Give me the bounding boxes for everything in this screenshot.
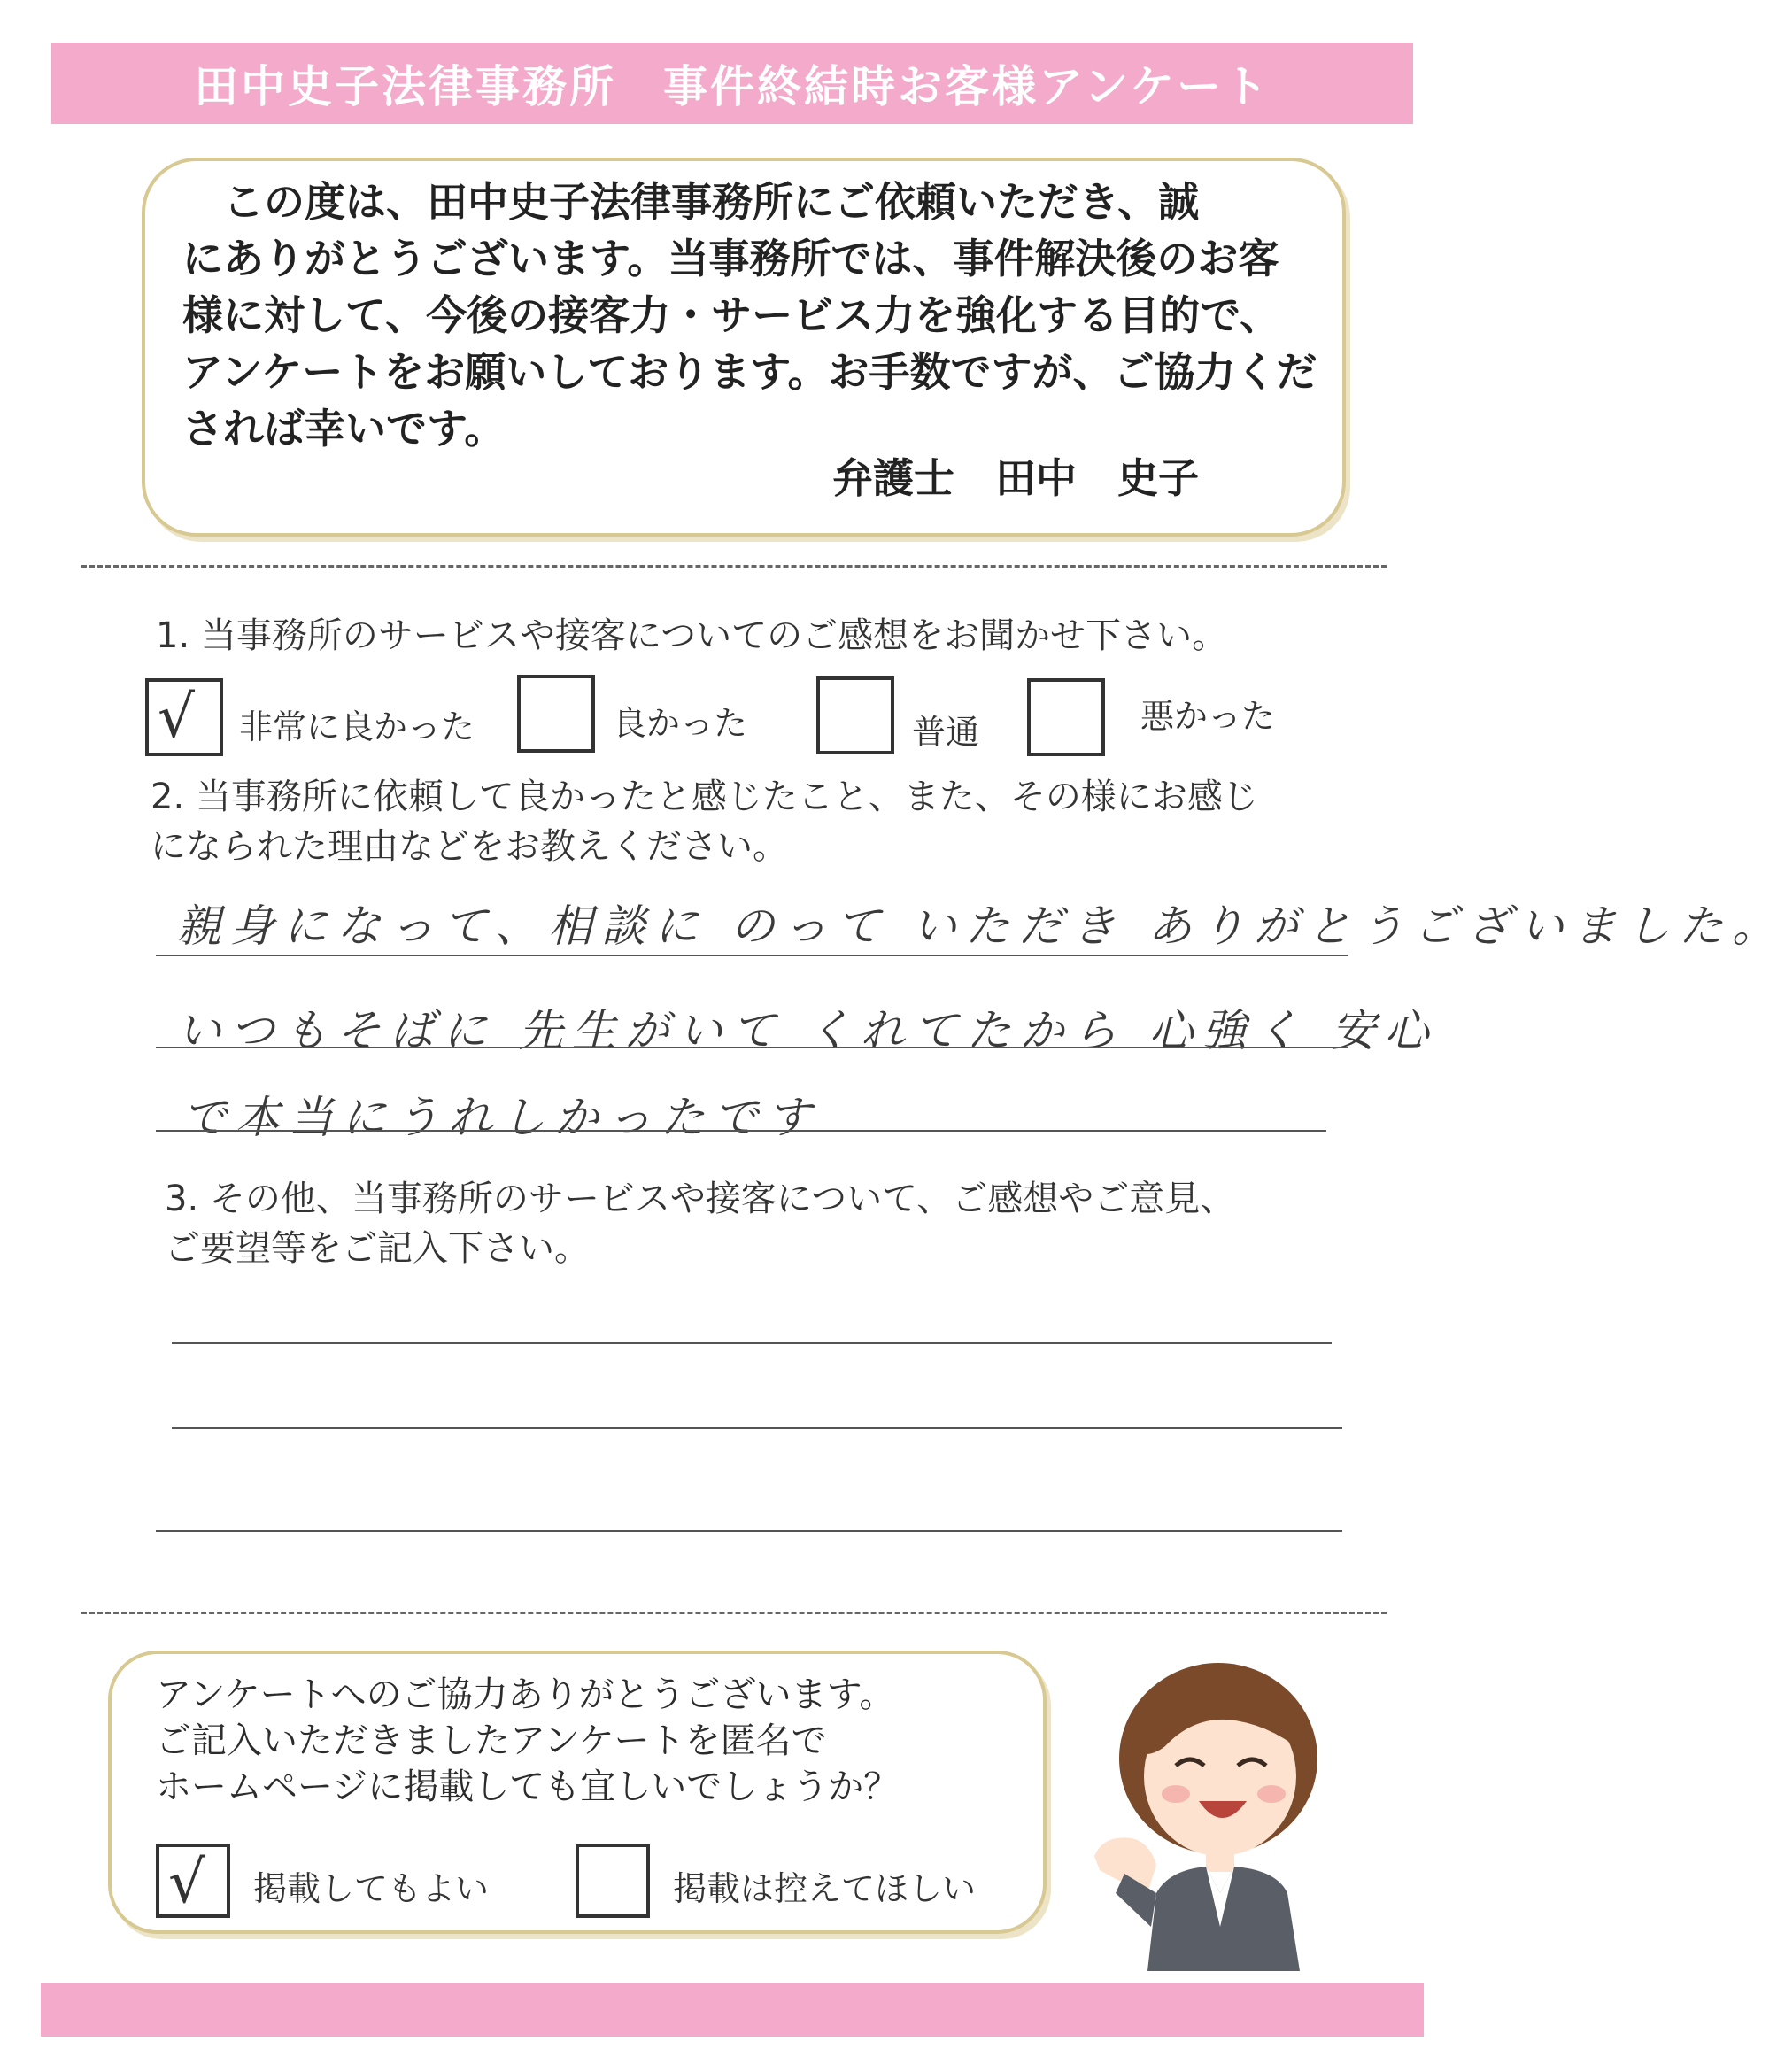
consent-line: ホームページに掲載しても宜しいでしょうか？ [156,1767,900,1807]
checkbox-very-good[interactable] [145,678,223,756]
answer-rule [156,1130,1326,1132]
signature: 弁護士 田中 史子 [832,454,1199,502]
page-title: 田中史子法律事務所 事件終結時お客様アンケート [194,61,1271,112]
lawyer-illustration [1094,1661,1333,1971]
question-2-line: になられた理由などをお教えください。 [151,826,788,867]
answer-rule [156,955,1348,956]
option-label-very-good: 非常に良かった [239,707,475,746]
footer-band [41,1983,1424,2037]
checkbox-publish-ok[interactable] [156,1844,230,1918]
blank-rule [156,1530,1342,1532]
checkbox-bad[interactable] [1027,678,1105,756]
consent-message [156,1672,1041,1810]
checkbox-publish-no[interactable] [576,1844,650,1918]
consent-line: ご記入いただきましたアンケートを匿名で [156,1720,827,1761]
greeting-message [182,174,1318,457]
question-2 [151,772,1390,871]
question-3-line: ご要望等をご記入下さい。 [165,1228,590,1269]
answer-line-1: 親身になって、相談に のって いただき ありがとうございました。 [177,901,1785,952]
answer-line-3: で本当にうれしかったです [182,1092,820,1143]
greeting-line: されば幸いです。 [182,405,506,452]
question-1: 1. 当事務所のサービスや接客についてのご感想をお聞かせ下さい。 [156,615,1228,656]
question-3-line: 3. その他、当事務所のサービスや接客について、ご感想やご意見、 [165,1179,1236,1219]
answer-rule [156,1047,1348,1048]
answer-line-2: いつもそばに 先生がいて くれてたから 心強く 安心 [177,1005,1438,1056]
greeting-line: この度は、田中史子法律事務所にご依頼いただき、誠 [182,178,1200,226]
greeting-line: 様に対して、今後の接客力・サービス力を強化する目的で、 [182,291,1281,339]
question-3 [165,1174,1404,1273]
greeting-line: にありがとうございます。当事務所では、事件解決後のお客 [182,235,1279,282]
greeting-line: アンケートをお願いしております。お手数ですが、ご協力くだ [182,348,1318,396]
option-label-normal: 普通 [912,713,980,752]
header-band [51,43,1413,124]
consent-line: アンケートへのご協力ありがとうございます。 [156,1674,895,1715]
checkbox-good[interactable] [517,675,595,753]
option-label-good: 良かった [613,704,748,743]
question-2-line: 2. 当事務所に依頼して良かったと感じたこと、また、その様にお感じ [151,777,1258,817]
check-mark-icon: √ [168,1848,206,1916]
divider-top [81,565,1387,568]
option-label-publish-ok: 掲載してもよい [253,1869,490,1908]
blank-rule [172,1427,1342,1429]
blank-rule [172,1342,1332,1344]
check-mark-icon: √ [158,683,196,751]
checkbox-normal[interactable] [816,676,894,754]
divider-bottom [81,1612,1387,1614]
option-label-publish-no: 掲載は控えてほしい [673,1869,977,1908]
option-label-bad: 悪かった [1140,697,1276,736]
